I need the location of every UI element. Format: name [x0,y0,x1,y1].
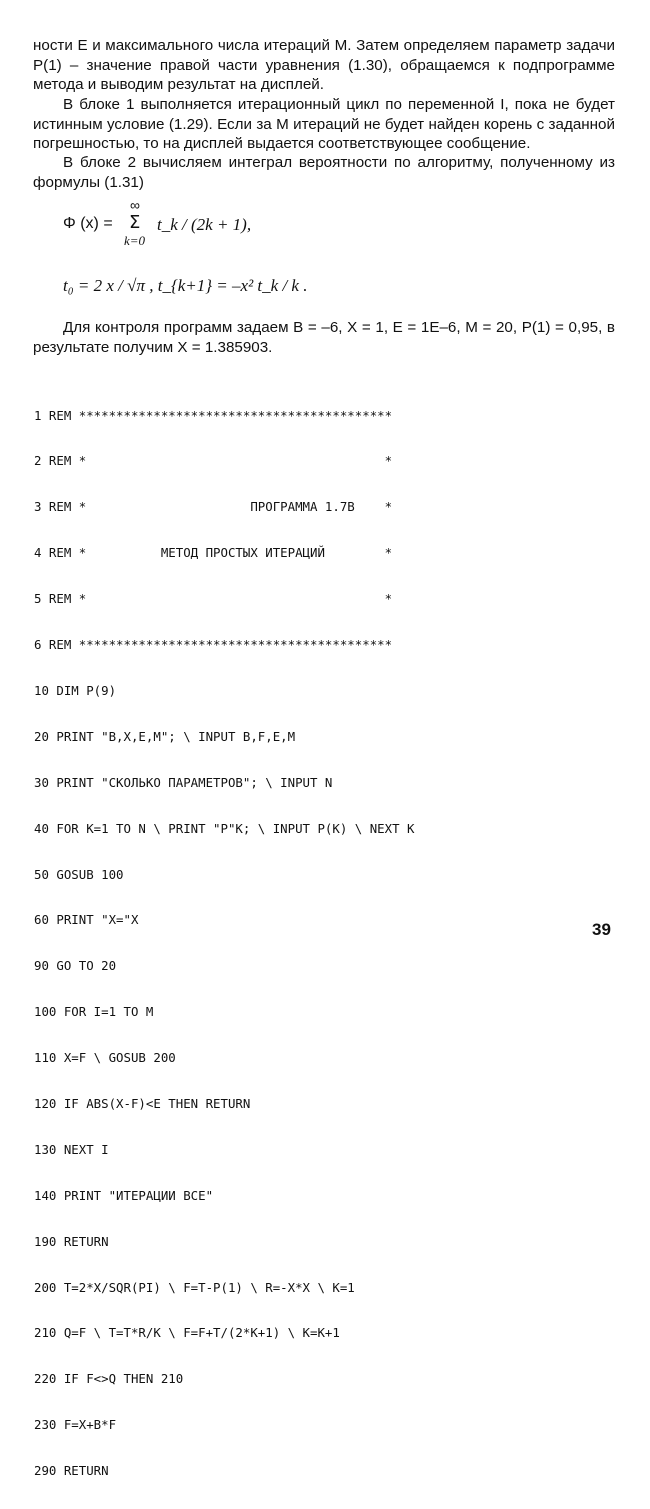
formula-lhs: Φ (x) = [63,215,113,232]
code-line: 110 X=F \ GOSUB 200 [34,1050,176,1066]
code-line: 130 NEXT I [34,1141,109,1157]
code-line: 6 REM ****************************************** [34,637,393,653]
paragraph-4: Для контроля программ задаем В = –6, Х = 1, Е = 1Е–6, М = 20, Р(1) = 0,95, в результате получим Х = 1.385903. [33,319,615,356]
code-line: 210 Q=F \ T=T*R/K \ F=F+T/(2*K+1) \ K=K+1 [34,1325,340,1341]
formula-recurrence: t₀ = 2 x / √π , t_{k+1} = –x² t_k / k . [63,276,308,295]
code-line: 20 PRINT "B,X,E,M"; \ INPUT B,F,E,M [34,728,296,744]
code-line: 190 RETURN [34,1233,109,1249]
code-line: 290 RETURN [34,1463,109,1479]
code-line: 100 FOR I=1 TO M [34,1004,154,1020]
code-line: 220 IF F<>Q THEN 210 [34,1371,184,1387]
code-line: 1 REM ****************************************** [34,407,393,423]
paragraph-1: ности Е и максимального числа итераций М. Затем определяем параметр задачи Р(1) – значение правой части уравнения (1.30), обращаемся к подпрограмме метода и выводим результат на дисплей. [33,37,615,93]
code-line: 50 GOSUB 100 [34,866,124,882]
paragraph-3: В блоке 2 вычисляем интеграл вероятности по алгоритму, полученному из формулы (1.31) [33,154,615,191]
code-line: 30 PRINT "СКОЛЬКО ПАРАМЕТРОВ"; \ INPUT N [34,774,333,790]
code-line: 10 DIM P(9) [34,682,117,698]
code-line: 3 REM * ПРОГРАММА 1.7В * [34,499,393,515]
code-line: 40 FOR K=1 TO N \ PRINT "P"K; \ INPUT P(K) \ NEXT K [34,820,415,836]
sum-sigma: Σ [129,212,141,233]
formula-rhs: t_k / (2k + 1), [157,215,252,234]
sum-upper-limit: ∞ [130,197,140,213]
page-number: 39 [592,920,611,939]
code-line: 4 REM * МЕТОД ПРОСТЫХ ИТЕРАЦИЙ * [34,545,393,561]
code-line: 60 PRINT "X="X [34,912,139,928]
code-line: 5 REM * * [34,591,393,607]
program-listing [34,377,414,1509]
code-line: 200 T=2*X/SQR(PI) \ F=T-P(1) \ R=-X*X \ K=1 [34,1279,355,1295]
code-line: 2 REM * * [34,453,393,469]
code-line: 120 IF ABS(X-F)<E THEN RETURN [34,1095,251,1111]
code-line: 90 GO TO 20 [34,958,117,974]
code-line: 140 PRINT "ИТЕРАЦИИ ВСЕ" [34,1187,214,1203]
sum-lower-limit: k=0 [124,233,146,248]
paragraph-2: В блоке 1 выполняется итерационный цикл по переменной I, пока не будет истинным условие (1.29). Если за М итераций не будет найден корень с заданной погрешностью, то на дисплей выдается соответствующее сообщение. [33,96,615,152]
code-line: 230 F=X+B*F [34,1417,117,1433]
